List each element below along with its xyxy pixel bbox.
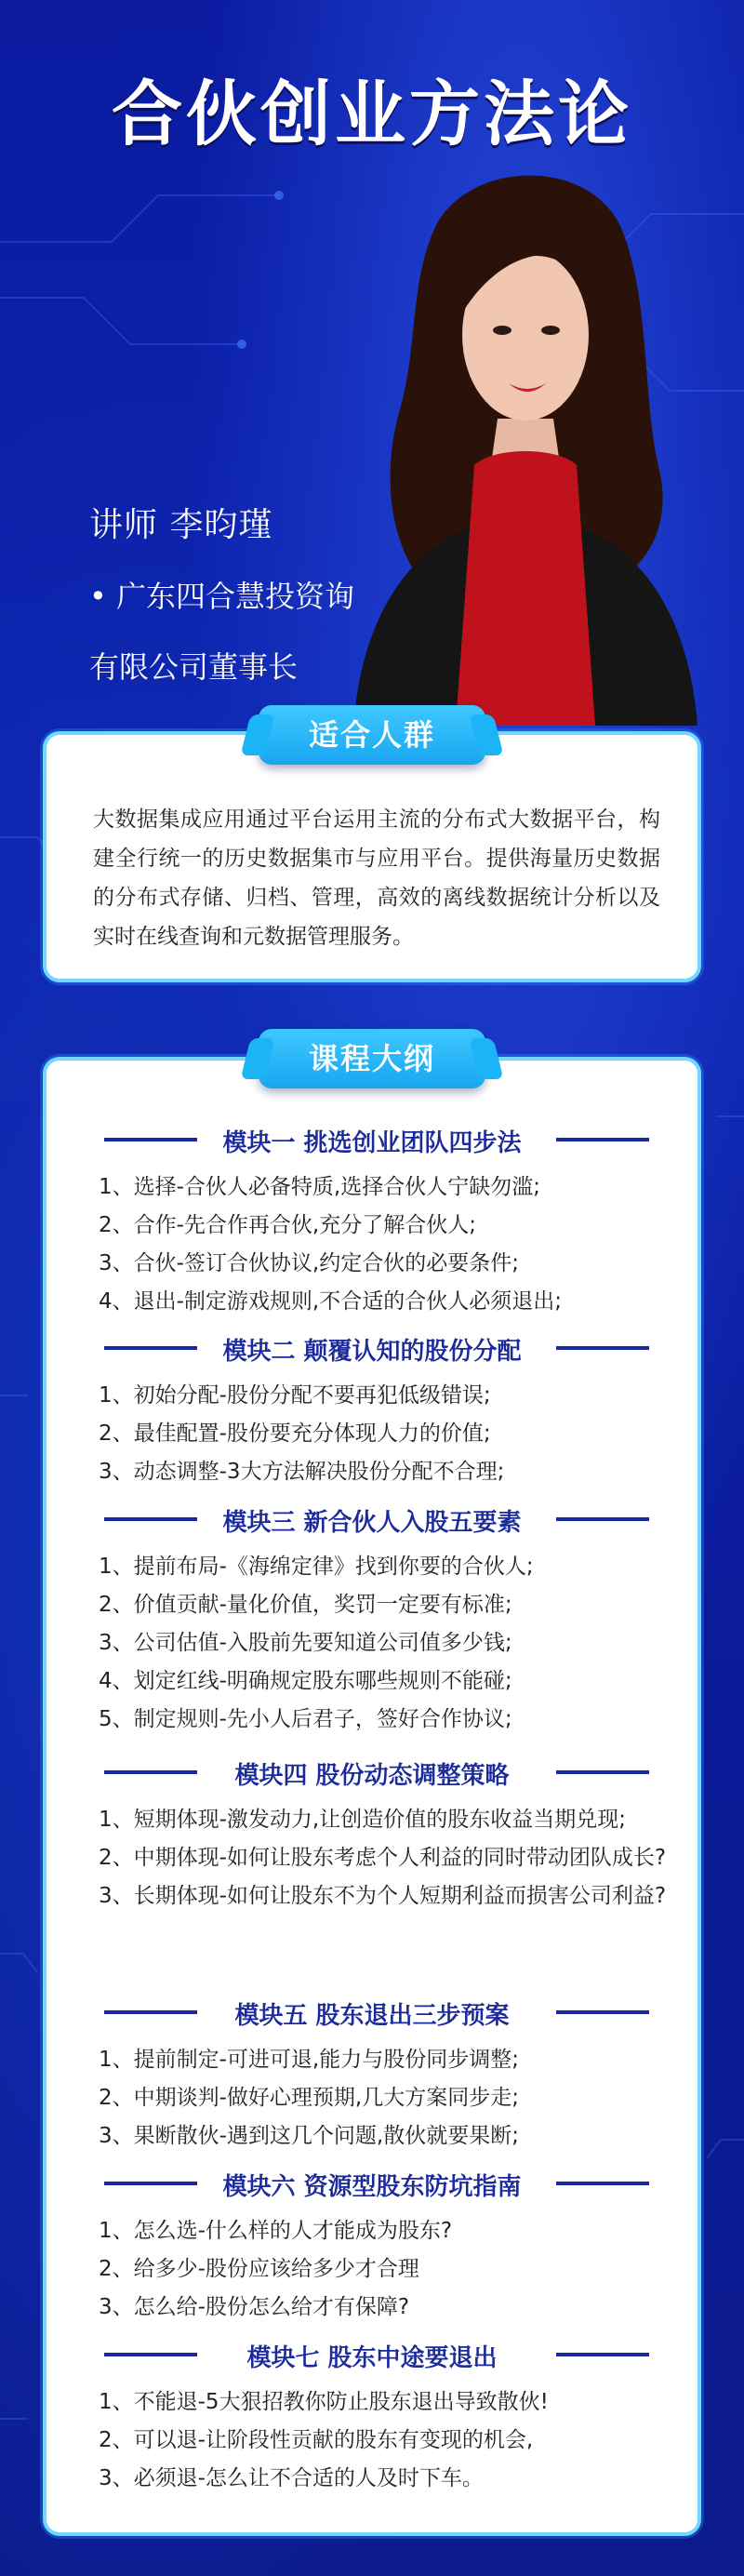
divider xyxy=(104,2353,197,2356)
list-item: 3、长期体现-如何让股东不为个人短期利益而损害公司利益? xyxy=(99,1884,667,1908)
module-7-list xyxy=(99,2383,675,2498)
module-4-list xyxy=(99,1801,675,1915)
divider xyxy=(104,1770,197,1774)
module-6-list xyxy=(99,2212,675,2327)
list-item: 3、公司估值-入股前先要知道公司值多少钱; xyxy=(99,1631,512,1655)
divider xyxy=(104,2182,197,2185)
list-item: 2、中期谈判-做好心理预期,几大方案同步走; xyxy=(99,2086,519,2110)
page-title: 合伙创业方法论 xyxy=(112,73,632,155)
list-item: 2、中期体现-如何让股东考虑个人利益的同时带动团队成长? xyxy=(99,1846,667,1870)
outline-card xyxy=(43,1057,701,2536)
list-item: 2、最佳配置-股份要充分体现人力的价值; xyxy=(99,1421,491,1446)
list-item: 4、划定红线-明确规定股东哪些规则不能碰; xyxy=(99,1669,512,1693)
divider xyxy=(104,2010,197,2014)
list-item: 1、怎么选-什么样的人才能成为股东? xyxy=(99,2219,453,2243)
lecturer-company: • 广东四合慧投资询 xyxy=(89,579,355,614)
lecturer-name: 讲师 李昀瑾 xyxy=(89,506,273,544)
audience-tab: 适合人群 xyxy=(259,705,485,765)
list-item: 2、合作-先合作再合伙,充分了解合伙人; xyxy=(99,1213,476,1237)
list-item: 3、怎么给-股份怎么给才有保障? xyxy=(99,2295,410,2319)
outline-tab: 课程大纲 xyxy=(259,1029,485,1088)
divider xyxy=(556,2353,649,2356)
list-item: 1、选择-合伙人必备特质,选择合伙人宁缺勿滥; xyxy=(99,1175,540,1199)
module-7-title: 模块七 股东中途要退出 xyxy=(46,2339,698,2373)
module-1-title: 模块一 挑选创业团队四步法 xyxy=(46,1124,698,1158)
divider xyxy=(104,1346,197,1350)
module-4-title: 模块四 股份动态调整策略 xyxy=(46,1756,698,1791)
module-5-title: 模块五 股东退出三步预案 xyxy=(46,1996,698,2031)
list-item: 1、短期体现-激发动力,让创造价值的股东收益当期兑现; xyxy=(99,1808,626,1832)
divider xyxy=(104,1517,197,1521)
divider xyxy=(556,1138,649,1141)
audience-card xyxy=(43,731,701,982)
list-item: 2、给多少-股份应该给多少才合理 xyxy=(99,2257,419,2281)
module-3-list xyxy=(99,1548,675,1739)
divider xyxy=(556,1346,649,1350)
list-item: 4、退出-制定游戏规则,不合适的合伙人必须退出; xyxy=(99,1289,562,1314)
list-item: 1、不能退-5大狠招教你防止股东退出导致散伙! xyxy=(99,2390,549,2414)
divider xyxy=(556,1770,649,1774)
list-item: 5、制定规则-先小人后君子，签好合作协议; xyxy=(99,1707,512,1731)
list-item: 3、必须退-怎么让不合适的人及时下车。 xyxy=(99,2466,484,2490)
module-5-list xyxy=(99,2041,675,2156)
module-6-title: 模块六 资源型股东防坑指南 xyxy=(46,2168,698,2202)
audience-description: 大数据集成应用通过平台运用主流的分布式大数据平台，构建全行统一的历史数据集市与应用平台。提供海量历史数据的分布式存储、归档、管理，高效的离线数据统计分析以及实时在线查询和元数据管理服务。 xyxy=(93,808,660,949)
module-3-title: 模块三 新合伙人入股五要素 xyxy=(46,1503,698,1538)
lecturer-position: 有限公司董事长 xyxy=(89,649,299,685)
divider xyxy=(556,1517,649,1521)
divider xyxy=(104,1138,197,1141)
list-item: 3、动态调整-3大方法解决股份分配不合理; xyxy=(99,1460,505,1484)
list-item: 1、提前布局-《海绵定律》找到你要的合伙人; xyxy=(99,1555,534,1579)
lecturer-portrait xyxy=(316,167,707,726)
module-2-title: 模块二 颠覆认知的股份分配 xyxy=(46,1332,698,1367)
divider xyxy=(556,2182,649,2185)
module-2-list xyxy=(99,1377,675,1491)
list-item: 1、提前制定-可进可退,能力与股份同步调整; xyxy=(99,2048,519,2072)
list-item: 2、价值贡献-量化价值，奖罚一定要有标准; xyxy=(99,1593,512,1617)
divider xyxy=(556,2010,649,2014)
list-item: 2、可以退-让阶段性贡献的股东有变现的机会, xyxy=(99,2428,534,2452)
list-item: 3、果断散伙-遇到这几个问题,散伙就要果断; xyxy=(99,2124,519,2148)
list-item: 1、初始分配-股份分配不要再犯低级错误; xyxy=(99,1383,491,1408)
list-item: 3、合伙-签订合伙协议,约定合伙的必要条件; xyxy=(99,1251,519,1275)
module-1-list xyxy=(99,1168,675,1321)
